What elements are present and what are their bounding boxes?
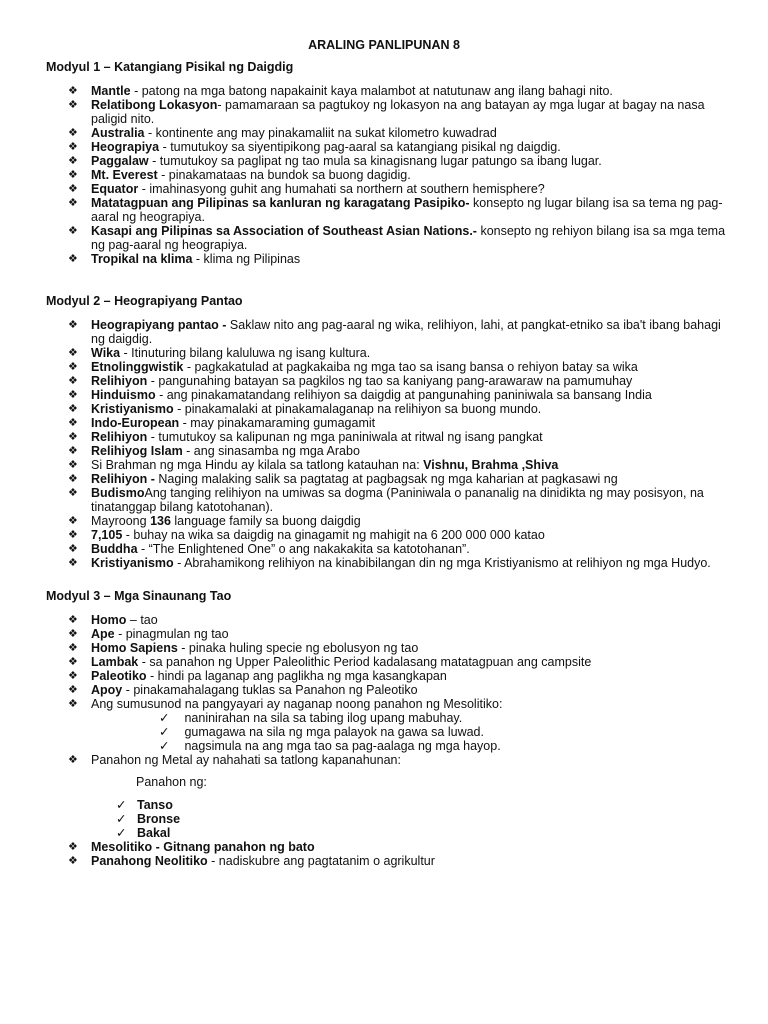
diamond-bullet-icon: ❖ xyxy=(68,361,78,373)
list-item xyxy=(46,196,736,224)
item-text: - pinagmulan ng tao xyxy=(114,627,229,641)
item-text: - kontinente ang may pinakamaliit na sukat kilometro kuwadrad xyxy=(144,126,497,140)
item-term: Homo Sapiens xyxy=(91,641,178,655)
diamond-bullet-icon: ❖ xyxy=(68,253,78,265)
item-text: - klima ng Pilipinas xyxy=(192,252,301,266)
item-term: Australia xyxy=(91,126,145,140)
item-term: Tropikal na klima xyxy=(91,252,193,266)
item-term: Apoy xyxy=(91,683,123,697)
list-item xyxy=(46,444,736,458)
item-term: Paggalaw xyxy=(91,154,149,168)
item-text: - pinakamalaki at pinakamalaganap na relihiyon sa buong mundo. xyxy=(173,402,542,416)
item-term: Heograpiyang pantao - xyxy=(91,318,227,332)
diamond-bullet-icon: ❖ xyxy=(68,855,78,867)
item-term: Relihiyon - xyxy=(91,472,155,486)
list-item xyxy=(46,360,736,374)
list-item xyxy=(46,542,736,556)
item-text: - ang sinasamba ng mga Arabo xyxy=(182,444,360,458)
list-item xyxy=(46,854,736,868)
diamond-bullet-icon: ❖ xyxy=(68,473,78,485)
item-text: - Itinuturing bilang kaluluwa ng isang kultura. xyxy=(120,346,371,360)
metal-list xyxy=(46,753,736,767)
item-text: – tao xyxy=(126,613,158,627)
list-item xyxy=(46,458,736,472)
item-term: Lambak xyxy=(91,655,139,669)
item-text: Ang tanging relihiyon na umiwas sa dogma (Paniniwala o pananalig na dinidikta ng may posisyon, na tinatanggap bilang katotohanan). xyxy=(91,486,704,514)
diamond-bullet-icon: ❖ xyxy=(68,85,78,97)
list-item xyxy=(46,641,736,655)
diamond-bullet-icon: ❖ xyxy=(68,754,78,766)
list-item xyxy=(46,655,736,669)
diamond-bullet-icon: ❖ xyxy=(68,628,78,640)
list-item xyxy=(46,374,736,388)
mesolitiko-points xyxy=(46,711,736,753)
diamond-bullet-icon: ❖ xyxy=(68,431,78,443)
list-item xyxy=(46,514,736,528)
list-item: ❖ Panahon ng Metal ay nahahati sa tatlong kapanahunan: xyxy=(68,753,401,767)
diamond-bullet-icon: ❖ xyxy=(68,141,78,153)
modyul-1-list xyxy=(46,84,736,266)
item-term: Hinduismo xyxy=(91,388,156,402)
diamond-bullet-icon: ❖ xyxy=(68,614,78,626)
item-text: - “The Enlightened One” o ang nakakakita sa katotohanan”. xyxy=(137,542,470,556)
mesolitiko-point: ✓ nagsimula na ang mga tao sa pag-aalaga ng mga hayop. xyxy=(159,739,501,753)
diamond-bullet-icon: ❖ xyxy=(68,656,78,668)
item-text: language family sa buong daigdig xyxy=(170,514,361,528)
diamond-bullet-icon: ❖ xyxy=(68,642,78,654)
item-text: Saklaw nito ang pag-aaral ng wika, relihiyon, lahi, at pangkat-etniko sa iba't ibang bahagi ng daigdig. xyxy=(91,318,721,346)
list-item xyxy=(46,224,736,252)
modyul-1-section xyxy=(46,60,736,266)
diamond-bullet-icon: ❖ xyxy=(68,375,78,387)
check-mark-icon: ✓ xyxy=(159,739,170,753)
item-term: Vishnu, Brahma ,Shiva xyxy=(423,458,559,472)
item-text: konsepto ng rehiyon bilang isa sa mga tema ng pag-aaral ng heograpiya. xyxy=(91,224,726,252)
item-term: Matatagpuan ang Pilipinas sa kanluran ng karagatang Pasipiko- xyxy=(91,196,470,210)
item-term: Ape xyxy=(91,627,115,641)
list-item xyxy=(46,613,736,627)
check-mark-icon: ✓ xyxy=(116,798,127,812)
item-text: - pangunahing batayan sa pagkilos ng tao sa kaniyang pang-arawaraw na pamumuhay xyxy=(147,374,633,388)
list-item xyxy=(46,416,736,430)
item-text: Si Brahman ng mga Hindu ay kilala sa tatlong katauhan na: xyxy=(91,458,424,472)
modyul-2-list xyxy=(46,318,736,570)
item-text: - ang pinakamatandang relihiyon sa daigdig at pangunahing paniniwala sa bansang India xyxy=(155,388,652,402)
item-text: - patong na mga batong napakainit kaya malambot at natutunaw ang ilang bahagi nito. xyxy=(130,84,613,98)
diamond-bullet-icon: ❖ xyxy=(68,557,78,569)
list-item xyxy=(46,84,736,98)
list-item xyxy=(46,430,736,444)
item-term: Kristiyanismo xyxy=(91,402,174,416)
item-term: Mesolitiko - Gitnang panahon ng bato xyxy=(91,840,315,854)
list-item xyxy=(46,840,736,854)
metal-age-item: ✓ Bakal xyxy=(116,826,171,840)
item-text: Naging malaking salik sa pagtatag at pagbagsak ng mga kaharian at pagkasawi ng xyxy=(154,472,618,486)
item-term: 7,105 xyxy=(91,528,123,542)
item-term: Indo-European xyxy=(91,416,180,430)
item-term: Heograpiya xyxy=(91,140,160,154)
diamond-bullet-icon: ❖ xyxy=(68,197,78,209)
list-item xyxy=(46,683,736,697)
item-text: konsepto ng lugar bilang isa sa tema ng pag-aaral ng heograpiya. xyxy=(91,196,723,224)
diamond-bullet-icon: ❖ xyxy=(68,319,78,331)
item-text: - tumutukoy sa paglipat ng tao mula sa kinagisnang lugar patungo sa ibang lugar. xyxy=(148,154,602,168)
item-text: - tumutukoy sa kalipunan ng mga paniniwala at ritwal ng isang pangkat xyxy=(147,430,543,444)
item-term: Mt. Everest xyxy=(91,168,158,182)
item-term: Budismo xyxy=(91,486,145,500)
item-text: - may pinakamaraming gumagamit xyxy=(179,416,376,430)
list-item xyxy=(46,669,736,683)
check-mark-icon: ✓ xyxy=(116,812,127,826)
modyul-3-final-list xyxy=(46,840,736,868)
item-term: Relihiyon xyxy=(91,374,148,388)
item-text: - buhay na wika sa daigdig na ginagamit ng mahigit na 6 200 000 000 katao xyxy=(122,528,545,542)
item-term: Relatibong Lokasyon xyxy=(91,98,218,112)
mesolitiko-point: ✓ gumagawa na sila ng mga palayok na gawa sa luwad. xyxy=(159,725,484,739)
document-title: ARALING PANLIPUNAN 8 xyxy=(308,38,460,52)
item-term: Mantle xyxy=(91,84,131,98)
list-item xyxy=(46,126,736,140)
item-text: - imahinasyong guhit ang humahati sa northern at southern hemisphere? xyxy=(138,182,545,196)
list-item xyxy=(46,402,736,416)
modyul-3-section xyxy=(46,589,736,868)
modyul-1-heading: Modyul 1 – Katangiang Pisikal ng Daigdig xyxy=(46,60,294,74)
item-text: - tumutukoy sa siyentipikong pag-aaral sa katangiang pisikal ng daigdig. xyxy=(159,140,561,154)
list-item xyxy=(46,182,736,196)
item-text: - sa panahon ng Upper Paleolithic Period kadalasang matatagpuan ang campsite xyxy=(138,655,592,669)
list-item xyxy=(46,168,736,182)
list-item xyxy=(46,252,736,266)
item-term: Equator xyxy=(91,182,139,196)
list-item xyxy=(46,697,736,711)
item-text: - nadiskubre ang pagtatanim o agrikultur xyxy=(207,854,435,868)
diamond-bullet-icon: ❖ xyxy=(68,529,78,541)
item-term: Etnolinggwistik xyxy=(91,360,184,374)
diamond-bullet-icon: ❖ xyxy=(68,459,78,471)
list-item xyxy=(46,486,736,514)
item-text: - pinakamahalagang tuklas sa Panahon ng Paleotiko xyxy=(122,683,418,697)
diamond-bullet-icon: ❖ xyxy=(68,487,78,499)
diamond-bullet-icon: ❖ xyxy=(68,543,78,555)
item-term: Kristiyanismo xyxy=(91,556,174,570)
diamond-bullet-icon: ❖ xyxy=(68,183,78,195)
item-term: Relihiyon xyxy=(91,430,148,444)
item-term: Relihiyog Islam xyxy=(91,444,183,458)
diamond-bullet-icon: ❖ xyxy=(68,389,78,401)
diamond-bullet-icon: ❖ xyxy=(68,403,78,415)
list-item xyxy=(46,154,736,168)
item-term: Paleotiko xyxy=(91,669,147,683)
diamond-bullet-icon: ❖ xyxy=(68,417,78,429)
check-mark-icon: ✓ xyxy=(159,711,170,725)
list-item xyxy=(46,346,736,360)
item-term: Wika xyxy=(91,346,121,360)
modyul-3-list xyxy=(46,613,736,711)
item-term: Kasapi ang Pilipinas sa Association of Southeast Asian Nations.- xyxy=(91,224,477,238)
item-text: - pinaka huling specie ng ebolusyon ng tao xyxy=(177,641,419,655)
diamond-bullet-icon: ❖ xyxy=(68,684,78,696)
metal-age-item: ✓ Bronse xyxy=(116,812,181,826)
item-text: - pamamaraan sa pagtukoy ng lokasyon na ang batayan ay mga lugar at bagay na nasa paligid nito. xyxy=(91,98,705,126)
list-item xyxy=(46,528,736,542)
diamond-bullet-icon: ❖ xyxy=(68,169,78,181)
metal-age-item: ✓ Tanso xyxy=(116,798,173,812)
item-text: - pinakamataas na bundok sa buong dagidig. xyxy=(157,168,411,182)
item-term: Buddha xyxy=(91,542,138,556)
check-mark-icon: ✓ xyxy=(159,725,170,739)
diamond-bullet-icon: ❖ xyxy=(68,155,78,167)
list-item xyxy=(46,318,736,346)
list-item xyxy=(46,98,736,126)
check-mark-icon: ✓ xyxy=(116,826,127,840)
diamond-bullet-icon: ❖ xyxy=(68,841,78,853)
panahon-label: Panahon ng: xyxy=(136,775,207,789)
item-term: Homo xyxy=(91,613,127,627)
mesolitiko-point: ✓ naninirahan na sila sa tabing ilog upang mabuhay. xyxy=(159,711,463,725)
item-text: - Abrahamikong relihiyon na kinabibilangan din ng mga Kristiyanismo at relihiyon ng mga Hudyo. xyxy=(173,556,711,570)
item-text: Mayroong xyxy=(91,514,151,528)
metal-ages-list xyxy=(46,798,736,840)
diamond-bullet-icon: ❖ xyxy=(68,698,78,710)
diamond-bullet-icon: ❖ xyxy=(68,127,78,139)
diamond-bullet-icon: ❖ xyxy=(68,225,78,237)
item-text: Ang sumusunod na pangyayari ay naganap noong panahon ng Mesolitiko: xyxy=(91,697,503,711)
modyul-3-heading: Modyul 3 – Mga Sinaunang Tao xyxy=(46,589,232,603)
diamond-bullet-icon: ❖ xyxy=(68,445,78,457)
list-item xyxy=(46,388,736,402)
list-item xyxy=(46,472,736,486)
modyul-2-heading: Modyul 2 – Heograpiyang Pantao xyxy=(46,294,243,308)
item-term: Panahong Neolitiko xyxy=(91,854,208,868)
diamond-bullet-icon: ❖ xyxy=(68,515,78,527)
item-text: - pagkakatulad at pagkakaiba ng mga tao sa isang bansa o rehiyon batay sa wika xyxy=(183,360,638,374)
diamond-bullet-icon: ❖ xyxy=(68,347,78,359)
modyul-2-section xyxy=(46,294,736,570)
list-item xyxy=(46,627,736,641)
diamond-bullet-icon: ❖ xyxy=(68,670,78,682)
list-item xyxy=(46,140,736,154)
item-text: - hindi pa laganap ang paglikha ng mga kasangkapan xyxy=(146,669,447,683)
diamond-bullet-icon: ❖ xyxy=(68,99,78,111)
item-term: 136 xyxy=(150,514,171,528)
list-item xyxy=(46,556,736,570)
